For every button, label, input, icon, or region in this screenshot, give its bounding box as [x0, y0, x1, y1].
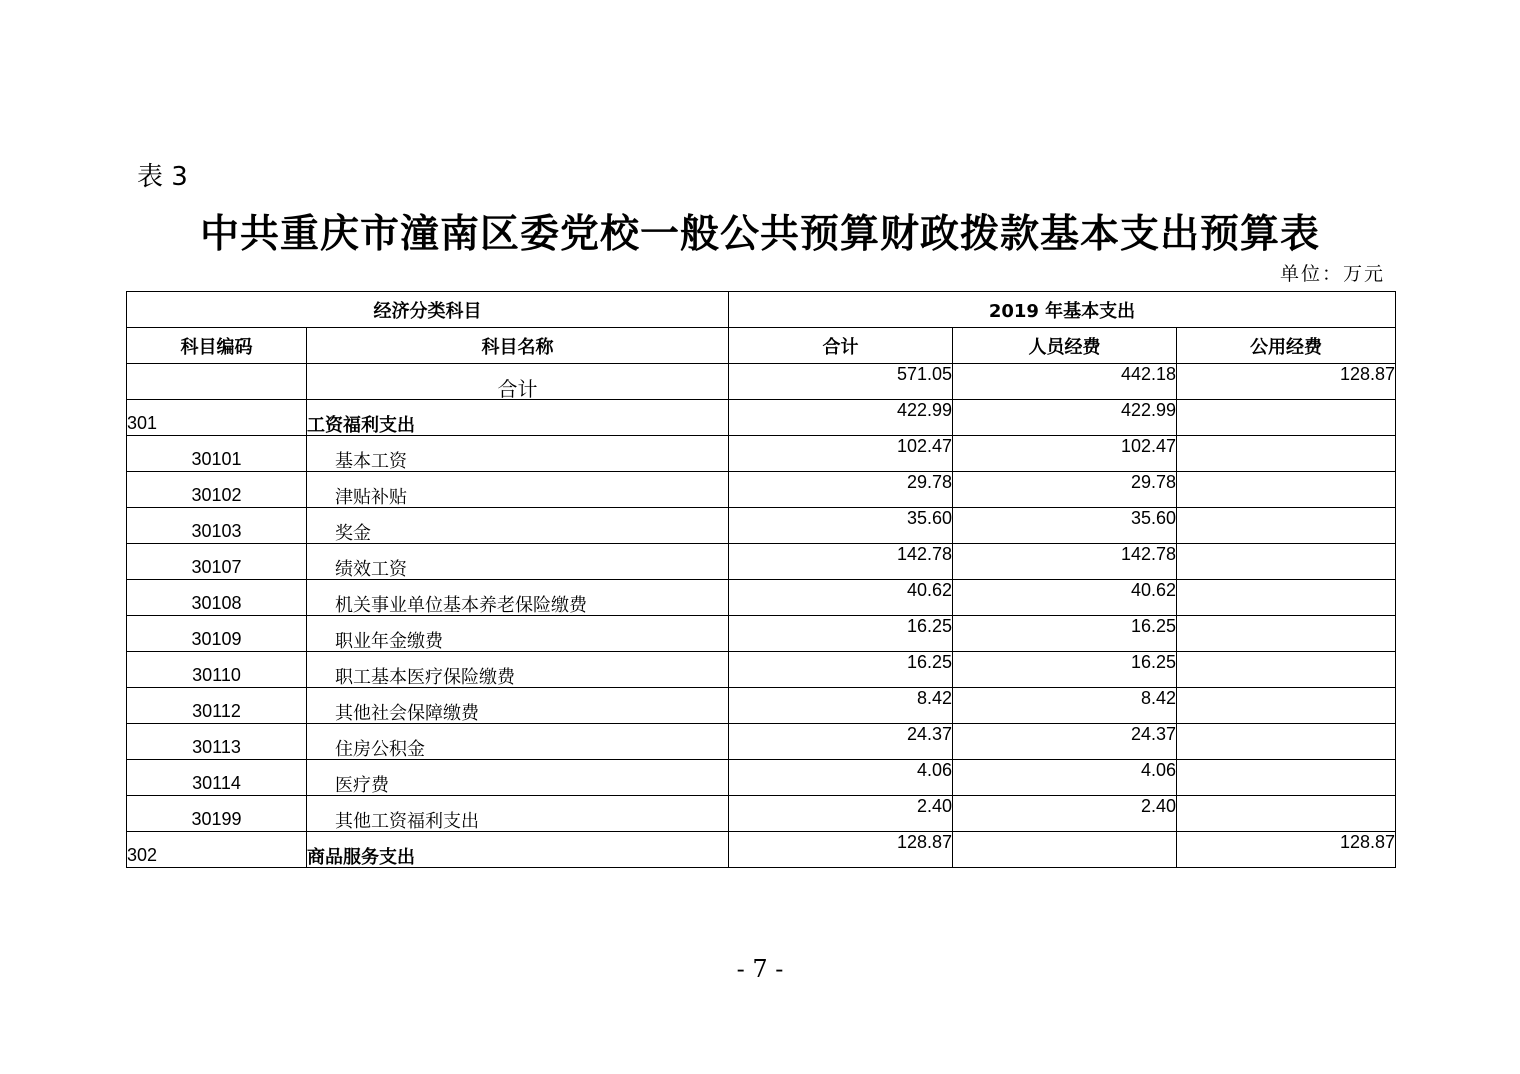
row-total: 4.06: [729, 760, 953, 796]
row-personnel: [953, 832, 1177, 868]
row-name: 住房公积金: [307, 724, 729, 760]
row-name: 津贴补贴: [307, 472, 729, 508]
row-public: [1177, 508, 1396, 544]
column-header-code: 科目编码: [127, 328, 307, 364]
row-personnel: 422.99: [953, 400, 1177, 436]
row-personnel: 8.42: [953, 688, 1177, 724]
row-public: [1177, 580, 1396, 616]
row-total: 102.47: [729, 436, 953, 472]
row-code: 30199: [127, 796, 307, 832]
row-name: 医疗费: [307, 760, 729, 796]
row-public: [1177, 400, 1396, 436]
table-row: [127, 436, 1396, 472]
row-total: 8.42: [729, 688, 953, 724]
table-row: [127, 616, 1396, 652]
table-row: [127, 652, 1396, 688]
row-name: 绩效工资: [307, 544, 729, 580]
row-personnel: 40.62: [953, 580, 1177, 616]
row-public: [1177, 796, 1396, 832]
row-personnel: 16.25: [953, 652, 1177, 688]
budget-table: [126, 291, 1396, 868]
row-name: 职工基本医疗保险缴费: [307, 652, 729, 688]
row-public: [1177, 688, 1396, 724]
row-public: [1177, 760, 1396, 796]
row-personnel: 29.78: [953, 472, 1177, 508]
row-code: 30101: [127, 436, 307, 472]
table-row: [127, 724, 1396, 760]
row-public: [1177, 616, 1396, 652]
row-code: 302: [127, 832, 307, 868]
row-personnel: 142.78: [953, 544, 1177, 580]
unit-label: 单位：万元: [1279, 263, 1385, 285]
total-row-personnel: 442.18: [953, 364, 1177, 400]
row-total: 2.40: [729, 796, 953, 832]
page-number: - 7 -: [736, 955, 784, 983]
row-code: 301: [127, 400, 307, 436]
row-code: 30103: [127, 508, 307, 544]
row-personnel: 24.37: [953, 724, 1177, 760]
table-row: [127, 580, 1396, 616]
document-title: 中共重庆市潼南区委党校一般公共预算财政拨款基本支出预算表: [199, 212, 1320, 257]
row-name: 职业年金缴费: [307, 616, 729, 652]
group-header-row: [127, 292, 1396, 328]
row-name: 奖金: [307, 508, 729, 544]
row-total: 40.62: [729, 580, 953, 616]
row-public: [1177, 724, 1396, 760]
total-row-code: [127, 364, 307, 400]
row-public: [1177, 436, 1396, 472]
row-total: 24.37: [729, 724, 953, 760]
table-row: [127, 688, 1396, 724]
table-row: [127, 832, 1396, 868]
table-row: [127, 472, 1396, 508]
row-public: [1177, 472, 1396, 508]
total-row-name: 合计: [307, 364, 729, 400]
row-personnel: 16.25: [953, 616, 1177, 652]
row-name: 其他工资福利支出: [307, 796, 729, 832]
total-row-public: 128.87: [1177, 364, 1396, 400]
row-total: 128.87: [729, 832, 953, 868]
row-personnel: 35.60: [953, 508, 1177, 544]
row-total: 422.99: [729, 400, 953, 436]
row-code: 30102: [127, 472, 307, 508]
column-header-total: 合计: [729, 328, 953, 364]
row-personnel: 4.06: [953, 760, 1177, 796]
table-row: [127, 544, 1396, 580]
row-name: 工资福利支出: [307, 400, 729, 436]
row-code: 30109: [127, 616, 307, 652]
row-public: 128.87: [1177, 832, 1396, 868]
column-header-name: 科目名称: [307, 328, 729, 364]
row-name: 商品服务支出: [307, 832, 729, 868]
row-personnel: 102.47: [953, 436, 1177, 472]
row-code: 30107: [127, 544, 307, 580]
column-header-row: [127, 328, 1396, 364]
group-header-basic-expenditure: 2019 年基本支出: [729, 292, 1396, 328]
table-row: [127, 796, 1396, 832]
row-code: 30108: [127, 580, 307, 616]
table-row: [127, 508, 1396, 544]
column-header-public: 公用经费: [1177, 328, 1396, 364]
row-name: 机关事业单位基本养老保险缴费: [307, 580, 729, 616]
table-row: [127, 760, 1396, 796]
table-label: 表 3: [137, 162, 188, 192]
column-header-personnel: 人员经费: [953, 328, 1177, 364]
row-total: 142.78: [729, 544, 953, 580]
row-total: 16.25: [729, 616, 953, 652]
row-public: [1177, 652, 1396, 688]
total-row: [127, 364, 1396, 400]
row-name: 基本工资: [307, 436, 729, 472]
row-total: 35.60: [729, 508, 953, 544]
row-code: 30112: [127, 688, 307, 724]
row-name: 其他社会保障缴费: [307, 688, 729, 724]
group-header-economic-category: 经济分类科目: [127, 292, 729, 328]
table-row: [127, 400, 1396, 436]
row-code: 30113: [127, 724, 307, 760]
total-row-total: 571.05: [729, 364, 953, 400]
row-code: 30110: [127, 652, 307, 688]
row-total: 29.78: [729, 472, 953, 508]
row-public: [1177, 544, 1396, 580]
row-code: 30114: [127, 760, 307, 796]
row-total: 16.25: [729, 652, 953, 688]
row-personnel: 2.40: [953, 796, 1177, 832]
